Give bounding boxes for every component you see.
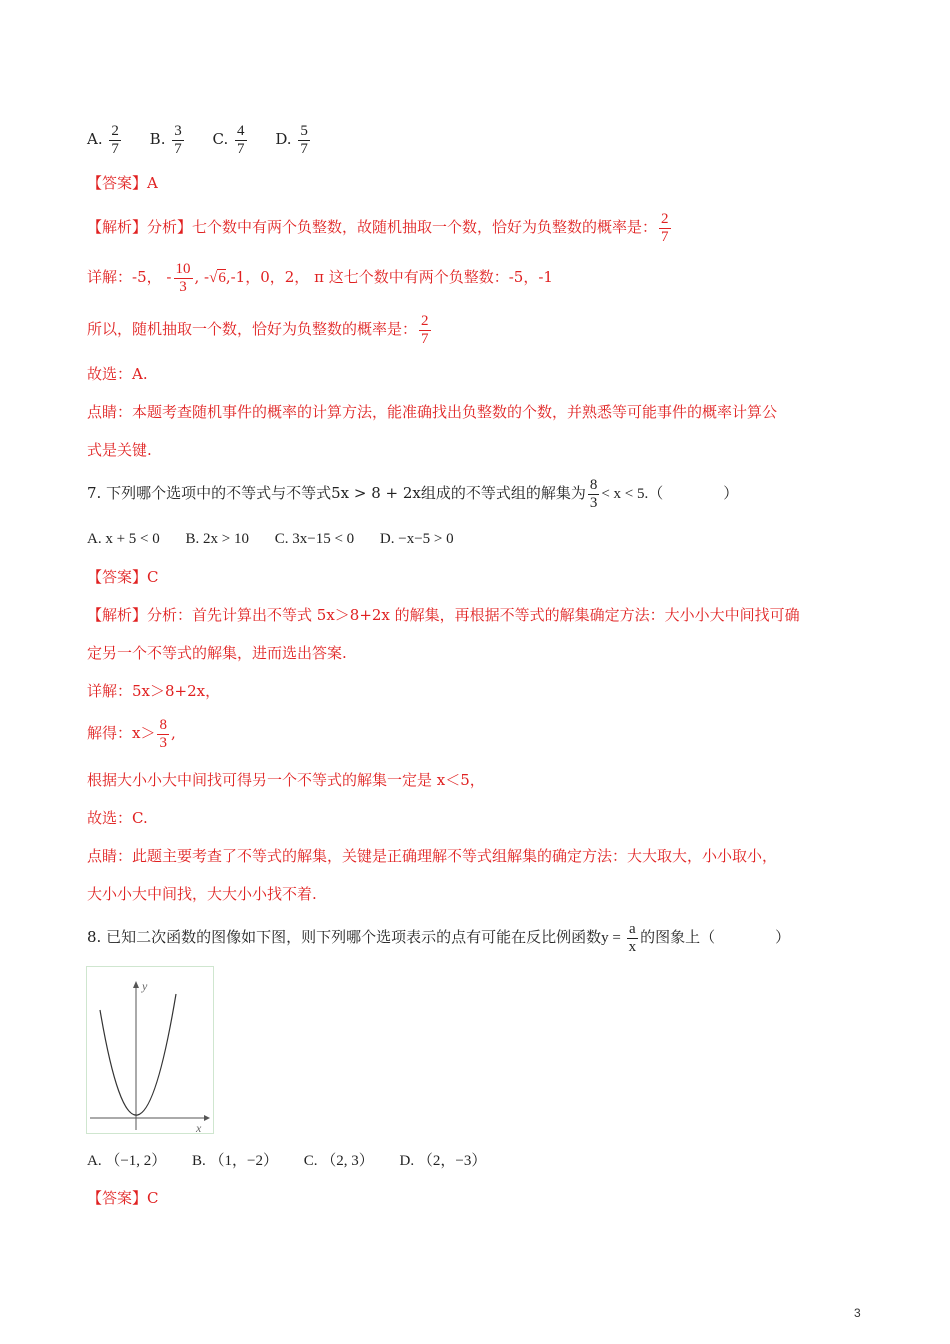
q7-option-d: D. −x−5 > 0 [379,531,454,547]
x-axis-label: x [196,1121,202,1134]
q7-detail-line2: 解得：x＞ $\frac{8}{3}$ , [87,716,176,751]
q8-option-a: A. （−1, 2） [87,1153,167,1169]
q8-option-c: C. （2, 3） [303,1153,374,1169]
q8-option-d: D. （2，−3） [399,1153,487,1169]
q6-comment-line1: 点睛：本题考查随机事件的概率的计算方法，能准确找出负整数的个数，并熟悉等可能事件的概率计算公 [87,403,778,421]
q6-option-a: A. $\frac{2}{7}$ [87,122,119,157]
q6-detail: 详解：-5， - $\frac{10}{3}$ , -√6,-1，0，2， π 这七个数中有两个负整数：-5，-1 [87,260,553,295]
q6-option-c: C. $\frac{4}{7}$ [212,122,245,157]
q7-stem: 7. 下列哪个选项中的不等式与不等式5x > 8 + 2x组成的不等式组的解集为 $\frac{8}{3}$ < x < 5.（ ） [87,476,739,511]
q6-answer: 【答案】A [87,174,158,192]
q7-analysis-line2: 定另一个不等式的解集，进而选出答案. [87,644,347,662]
q6-option-d: D. $\frac{5}{7}$ [275,122,308,157]
q7-comment-line2: 大小小大中间找，大大小小找不着. [87,885,317,903]
q6-option-b: B. $\frac{3}{7}$ [149,122,182,157]
q7-option-c: C. 3x−15 < 0 [274,531,355,547]
q7-detail-line3: 根据大小小大中间找可得另一个不等式的解集一定是 x＜5， [87,771,485,789]
q8-options [87,1151,508,1171]
q7-option-a: A. x + 5 < 0 [87,531,160,547]
q7-analysis-line1: 【解析】分析：首先计算出不等式 5x＞8+2x 的解集，再根据不等式的解集确定方法：大小小大中间找可确 [87,606,800,624]
q8-answer: 【答案】C [87,1189,159,1207]
q8-stem: 8. 已知二次函数的图像如下图，则下列哪个选项表示的点有可能在反比例函数y = $\frac{a}{x}$ 的图象上（ ） [87,920,791,955]
q7-comment-line1: 点睛：此题主要考查了不等式的解集，关键是正确理解不等式组解集的确定方法：大大取大，小小取小， [87,847,778,865]
q8-option-b: B. （1，−2） [192,1153,279,1169]
q6-choose: 故选：A. [87,365,148,383]
parabola-graph [86,966,214,1134]
y-axis-label: y [142,979,148,993]
q6-so: 所以，随机抽取一个数，恰好为负整数的概率是： $\frac{2}{7}$ [87,312,429,347]
page-number: 3 [854,1306,861,1320]
q7-option-b: B. 2x > 10 [185,531,249,547]
q6-comment-line2: 式是关键. [87,441,152,459]
q7-detail-line1: 详解：5x＞8+2x， [87,682,221,700]
q6-analysis: 【解析】分析】七个数中有两个负整数，故随机抽取一个数，恰好为负整数的概率是： $\frac{2}{7}$ [87,210,669,245]
q7-answer: 【答案】C [87,568,159,586]
q7-options [87,529,476,549]
q6-options [87,120,334,158]
q7-choose: 故选：C. [87,809,148,827]
